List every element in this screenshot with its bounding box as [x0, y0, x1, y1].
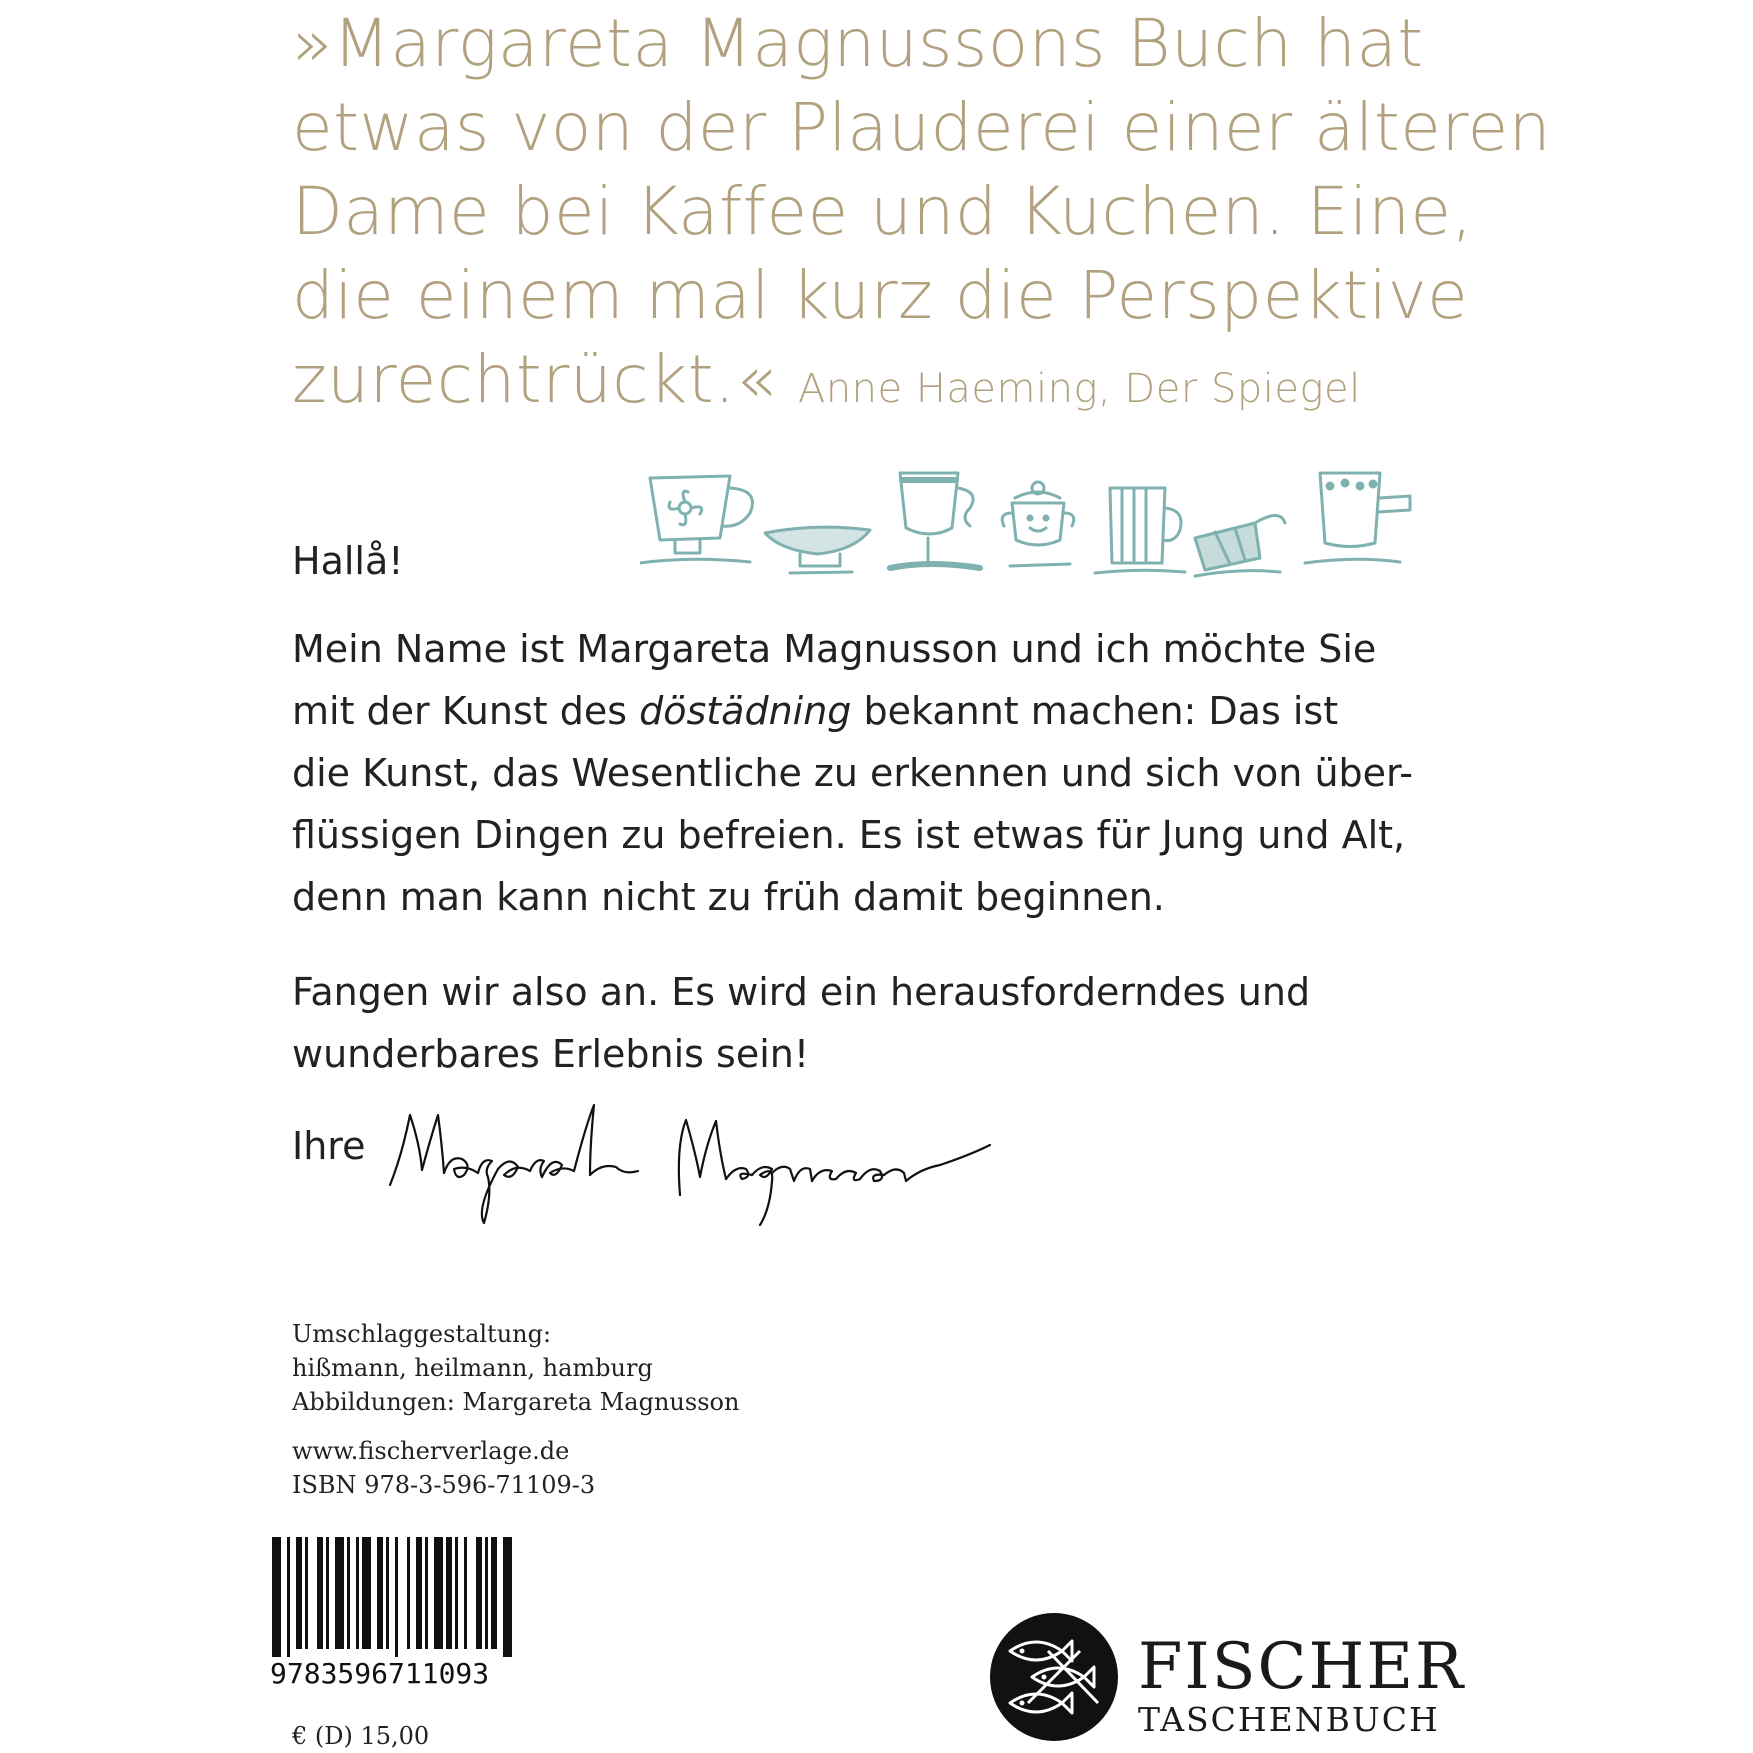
barcode-bar	[503, 1537, 512, 1657]
barcode-bar	[296, 1537, 302, 1649]
paragraph-text: mit der Kunst des	[292, 689, 640, 733]
price: € (D) 15,00	[292, 1722, 430, 1750]
publisher-website: www.fischerverlage.de	[292, 1437, 570, 1465]
italic-term: döstädning	[639, 689, 852, 733]
barcode-bar	[425, 1537, 428, 1649]
barcode-bar	[377, 1537, 383, 1649]
quote-line: etwas von der Plauderei einer älteren	[292, 89, 1552, 166]
cover-design-label: Umschlaggestaltung:	[292, 1320, 552, 1348]
barcode-bar	[335, 1537, 344, 1649]
barcode-bar	[305, 1537, 308, 1649]
barcode-bar	[326, 1537, 329, 1649]
paragraph-line: denn man kann nicht zu früh damit beginnen.	[292, 875, 1165, 919]
barcode-bar	[272, 1537, 281, 1657]
barcode-bar	[434, 1537, 443, 1649]
letter-greeting	[292, 530, 1492, 592]
barcode-bar	[464, 1537, 467, 1649]
publisher-series: TASCHENBUCH	[1138, 1700, 1440, 1739]
paragraph-line: wunderbares Erlebnis sein!	[292, 1032, 810, 1076]
illustrations-credit: Abbildungen: Margareta Magnusson	[292, 1388, 740, 1416]
signoff-text: Ihre	[292, 1124, 366, 1168]
publication-info	[292, 1434, 892, 1502]
barcode-bar	[287, 1537, 290, 1657]
barcode-bar	[347, 1537, 350, 1649]
barcode-bar	[407, 1537, 410, 1649]
greeting-text: Hallå!	[292, 539, 404, 583]
paragraph-line-2	[292, 680, 1492, 742]
barcode-bar	[362, 1537, 371, 1649]
letter-paragraph-2	[292, 961, 1492, 1085]
barcode-bar	[356, 1537, 359, 1649]
credits-block	[292, 1317, 892, 1419]
review-quote	[292, 2, 1592, 431]
barcode-bar	[446, 1537, 452, 1649]
quote-attribution: Anne Haeming, Der Spiegel	[797, 366, 1361, 412]
barcode-bar	[455, 1537, 458, 1649]
barcode-digits: 9783596711093	[270, 1657, 490, 1687]
barcode-bar	[317, 1537, 323, 1649]
letter-paragraph-1	[292, 618, 1492, 928]
barcode	[268, 1537, 593, 1687]
paragraph-text: bekannt machen: Das ist	[851, 689, 1339, 733]
barcode-bar	[386, 1537, 389, 1649]
barcode-bar	[476, 1537, 482, 1649]
paragraph-line: Mein Name ist Margareta Magnusson und ich möchte Sie	[292, 627, 1377, 671]
quote-line: zurechtrückt.«	[292, 341, 777, 418]
paragraph-line: Fangen wir also an. Es wird ein herausforderndes und	[292, 970, 1311, 1014]
barcode-bar	[485, 1537, 488, 1649]
isbn: ISBN 978-3-596-71109-3	[292, 1471, 596, 1499]
barcode-bar	[416, 1537, 422, 1649]
quote-line-last	[292, 338, 1592, 431]
publisher-name: FISCHER	[1138, 1630, 1466, 1704]
handwritten-signature	[380, 1085, 1020, 1235]
paragraph-line: flüssigen Dingen zu befreien. Es ist etwas für Jung und Alt,	[292, 813, 1406, 857]
publisher-wordmark	[1138, 1632, 1465, 1738]
paragraph-line: die Kunst, das Wesentliche zu erkennen und sich von über-	[292, 751, 1413, 795]
fischer-fish-logo-icon	[988, 1611, 1120, 1743]
barcode-bar	[395, 1537, 398, 1657]
cover-design-value: hißmann, heilmann, hamburg	[292, 1354, 653, 1382]
barcode-bar	[491, 1537, 497, 1649]
barcode-bars	[272, 1537, 512, 1657]
quote-line: »Margareta Magnussons Buch hat	[292, 5, 1424, 82]
quote-line: die einem mal kurz die Perspektive	[292, 257, 1469, 334]
quote-line: Dame bei Kaffee und Kuchen. Eine,	[292, 173, 1474, 250]
